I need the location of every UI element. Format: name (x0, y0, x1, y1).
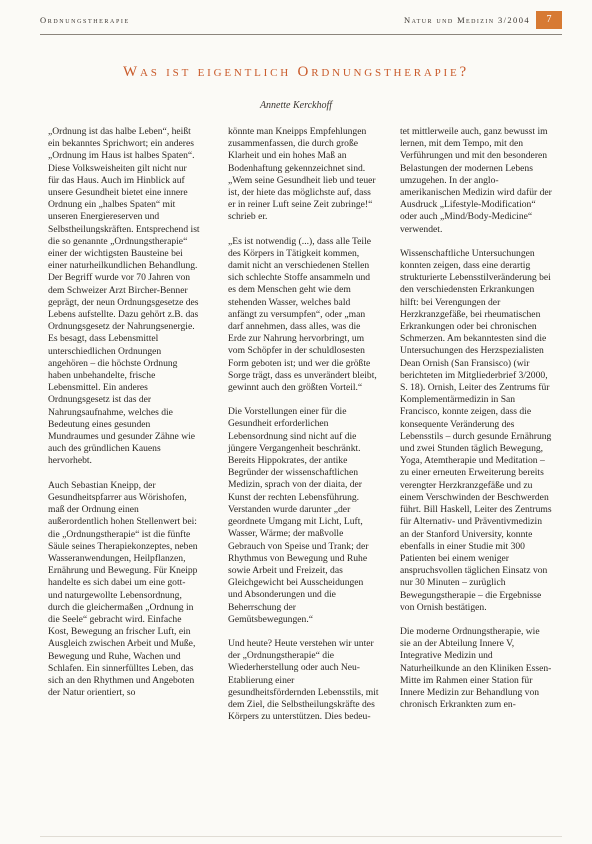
paragraph: Auch Sebastian Kneipp, der Gesundheitspfarrer aus Wörishofen, maß der Ordnung einen außerordentlich hohen Stellenwert bei: die „Ordnungstherapie“ ist die fünfte Säule seines Therapiekonzeptes, neben Wasseranwendungen, Heilpflanzen, Ernährung und Bewegung. Für Kneipp handelte es sich dabei um eine gott- und naturgewollte Lebensordnung, durch die gleichermaßen „Ordnung in die Seele“ gebracht wird. Einfache Kost, Bewegung an frischer Luft, ein Ausgleich zwischen Arbeit und Muße, Bewegung und Ruhe, Wachen und Schlafen. Ein sinnerfülltes Leben, das sich an den Rhythmen und Angeboten der Natur orientiert, so (48, 479, 198, 699)
journal-header: Natur und Medizin 3/2004 (404, 15, 530, 25)
article-title: Was ist eigentlich Ordnungstherapie? (123, 64, 469, 80)
paragraph: „Es ist notwendig (...), dass alle Teile des Körpers in Tätigkeit kommen, damit nicht an verschiedenen Stellen sich schlechte Stoffe ansammeln und es dem Menschen geht wie dem stehenden Wasser, welches bald anfängt zu versumpfen“, oder „man darf annehmen, dass alles, was die Erde zur Nahrung hervorbringt, um vom Schöpfer in der schuldlosesten Form geboten ist; und wer die größte Sorge trägt, dass es unverändert bleibt, gewinnt auch den größten Vorteil.“ (228, 235, 377, 394)
header-rule (40, 34, 562, 35)
article-author: Annette Kerckhoff (259, 100, 333, 111)
section-header: Ordnungstherapie (40, 15, 130, 25)
paragraph: Die moderne Ordnungstherapie, wie sie an der Abteilung Innere V, Integrative Medizin und Naturheilkunde an den Kliniken Essen-Mitte im Rahmen einer Station für Innere Medizin zur Behandlung von chronisch Erkrankten zum en- (400, 625, 552, 711)
paragraph: „Ordnung ist das halbe Leben“, heißt ein bekanntes Sprichwort; ein anderes „Ordnung im Haus ist halbes Spaten“. Diese Volksweisheiten gilt nicht nur für das Haus. Auch im Hinblick auf unsere Gesundheit bietet eine innere Ordnung ein „halbes Spaten“ mit unseren Energiereserven und Selbstheilungskräften. Entsprechend ist die so genannte „Ordnungstherapie“ einer der wichtigsten Bausteine bei einer naturheilkundlichen Behandlung. Der Begriff wurde vor 70 Jahren von dem Schweizer Arzt Bircher-Benner geprägt, der neun Ordnungsgesetze des Lebens aufstellte. Dazu gehört z.B. das Ordnungsgesetz der Nahrungsenergie. Es besagt, dass Lebensmittel unterschiedlichen Ordnungen angehören – die höchste Ordnung haben unbehandelte, frische Lebensmittel. Ein anderes Ordnungsgesetz ist das der Nahrungsaufnahme, welches die Bedeutung eines gesunden Mundraumes und gesunder Zähne wie auch des gründlichen Kauens hervorhebt. (48, 126, 200, 467)
paragraph: tet mittlerweile auch, ganz bewusst im lernen, mit dem Tempo, mit den Verführungen und mit den besonderen Belastungen der modernen Lebens umzugehen. In der anglo-amerikanischen Medizin wird dafür der Ausdruck „Lifestyle-Modification“ oder auch „Mind/Body-Medicine“ verwendet. (400, 126, 552, 235)
paragraph: Wissenschaftliche Untersuchungen konnten zeigen, dass eine derartig strukturierte Lebensstilveränderung bei den verschiedensten Erkrankungen hilft: bei Verengungen der Herzkranzgefäße, bei rheumatischen Erkrankungen oder bei chronischen Schmerzen. Am bekanntesten sind die Untersuchungen des Herzspezialisten Dean Ornish (San Fransisco) (wir berichteten im Mitgliederbrief 3/2000, S. 18). Ornish, Leiter des Zentrums für Komplementärmedizin in San Francisco, konnte zeigen, dass die konsequente Veränderung des Lebensstils – durch gesunde Ernährung und zwei Stunden täglich Bewegung, Yoga, Atemtherapie und Meditation – zu einer erneuten Erweiterung bereits verengter Herzkranzgefäße und zu einem Verschwinden der Beschwerden führt. Bill Haskell, Leiter des Zentrums für Alternativ- und Präventivmedizin an der Stanford University, konnte ebenfalls in einer Studie mit 300 Patienten bei einem weniger anspruchsvollen täglichen Einsatz von nur 30 Minuten – zurüglich Bewegungstherapie – die Ergebnisse von Ornish bestätigen. (400, 247, 552, 613)
page-number: 7 (536, 11, 562, 29)
text-column-1 (48, 126, 200, 711)
text-column-3 (400, 126, 552, 723)
bottom-rule (40, 836, 562, 837)
text-column-2 (228, 126, 380, 735)
paragraph: Und heute? Heute verstehen wir unter der „Ordnungstherapie“ die Wiederherstellung oder auch Neu-Etablierung einer gesundheitsfördernden Lebensstils, mit dem Ziel, die Selbstheilungskräfte des Körpers zu unterstützen. Dies bedeu- (228, 637, 379, 723)
paragraph: könnte man Kneipps Empfehlungen zusammenfassen, die durch große Klarheit und ein hohes Maß an Bodenhaftung gekennzeichnet sind. „Wem seine Gesundheit lieb und teuer ist, der hiete das möglichste auf, dass er in reiner Luft seine Zeit zubringe!“ schrieb er. (228, 126, 376, 223)
paragraph: Die Vorstellungen einer für die Gesundheit erforderlichen Lebensordnung sind nicht auf die jüngere Vergangenheit beschränkt. Bereits Hippokrates, der antike Begründer der wissenschaftlichen Medizin, sprach von der diaita, der Kunst der rechten Lebensführung. Verstanden wurde darunter „der geordnete Umgang mit Licht, Luft, Wasser, Wärme; der maßvolle Gebrauch von Speise und Trank; der Rhythmus von Bewegung und Ruhe sowie Arbeit und Freizeit, das Gleichgewicht bei Ausscheidungen und Absonderungen und die Beherrschung der Gemütsbewegungen.“ (228, 406, 369, 625)
